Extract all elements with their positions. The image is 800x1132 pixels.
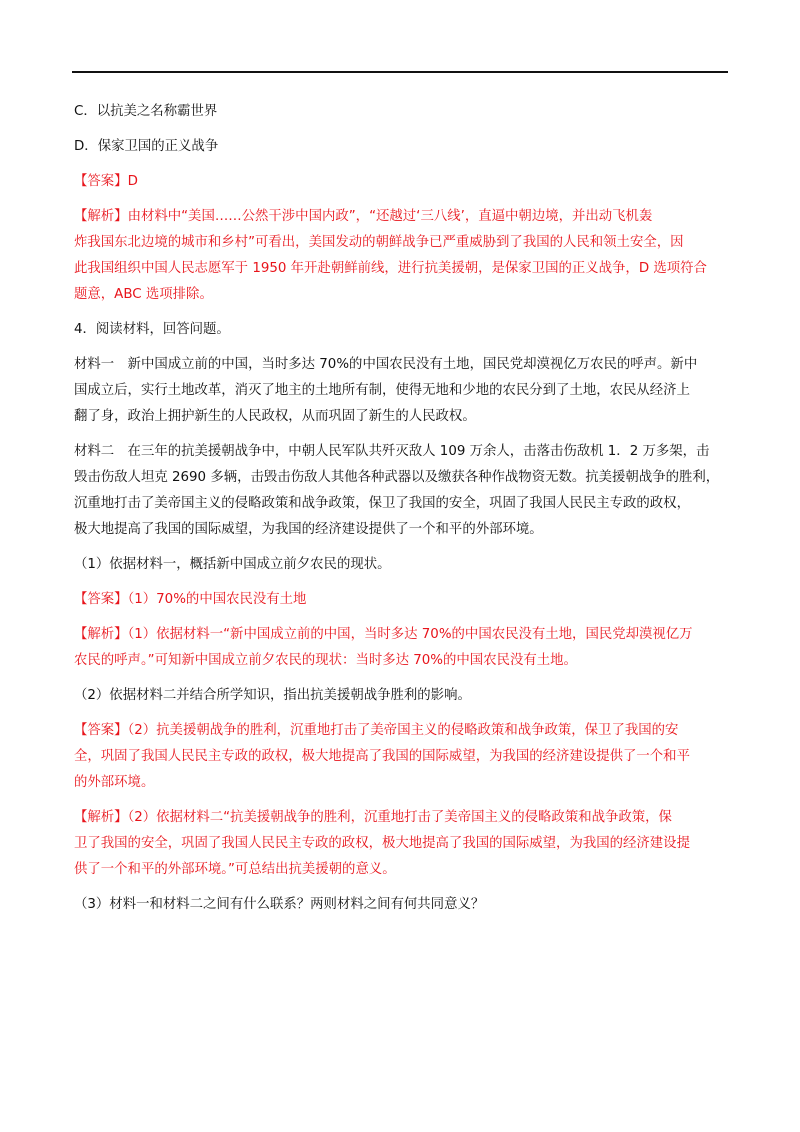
sub2-analysis (74, 805, 728, 883)
analysis-line-2: 农民的呼声。”可知新中国成立前夕农民的现状：当时多达 70%的中国农民没有土地。 (74, 653, 577, 668)
material-2-line: 材料二 在三年的抗美援朝战争中，中朝人民军队共歼灭敌人 109 万余人，击落击伤敌机 1．2 万多架，击 (74, 444, 710, 459)
material-2-line: 极大地提高了我国的国际威望，为我国的经济建设提供了一个和平的外部环境。 (74, 522, 543, 537)
analysis-line-2: 卫了我国的安全，巩固了我国人民民主专政的政权，极大地提高了我国的国际威望，为我国的经济建设提 (74, 836, 690, 851)
analysis-line-1: （2）依据材料二“抗美援朝战争的胜利，沉重地打击了美帝国主义的侵略政策和战争政策，保 (127, 810, 672, 825)
material-1-line: 材料一 新中国成立前的中国，当时多达 70%的中国农民没有土地，国民党却漠视亿万农民的呼声。新中 (74, 357, 698, 372)
material-2 (74, 439, 728, 543)
analysis-tag: 【解析】 (74, 627, 128, 642)
material-2-line: 毁击伤敌人坦克 2690 多辆，击毁击伤敌人其他各种武器以及缴获各种作战物资无数。抗美援朝战争的胜利， (74, 470, 720, 485)
sub-question-3: （3）材料一和材料二之间有什么联系？两则材料之间有何共同意义？ (74, 897, 485, 912)
sub-question-2: （2）依据材料二并结合所学知识，指出抗美援朝战争胜利的影响。 (74, 688, 471, 703)
answer-text: （1）70%的中国农民没有土地 (127, 592, 307, 607)
answer-tag: 【答案】 (74, 174, 128, 189)
header-rule (72, 71, 728, 73)
page-content (74, 99, 728, 918)
sub1-answer (74, 587, 728, 613)
sub1-analysis (74, 622, 728, 674)
analysis-line-4: 题意，ABC 选项排除。 (74, 287, 213, 302)
sub-question-1: （1）依据材料一，概括新中国成立前夕农民的现状。 (74, 557, 391, 572)
option-d: D．保家卫国的正义战争 (74, 139, 219, 154)
answer-line-1: （2）抗美援朝战争的胜利，沉重地打击了美帝国主义的侵略政策和战争政策，保卫了我国的安 (127, 723, 679, 738)
analysis-line-1: 由材料中“美国……公然干涉中国内政”，“还越过‘三八线’，直逼中朝边境，并出动飞机轰 (127, 209, 653, 224)
answer-tag: 【答案】 (74, 723, 128, 738)
material-1 (74, 352, 728, 430)
analysis-line-3: 此我国组织中国人民志愿军于 1950 年开赴朝鲜前线，进行抗美援朝，是保家卫国的正义战争，D 选项符合 (74, 261, 707, 276)
question-4-prompt: 4．阅读材料，回答问题。 (74, 322, 230, 337)
analysis-line-1: （1）依据材料一“新中国成立前的中国，当时多达 70%的中国农民没有土地，国民党却漠视亿万 (127, 627, 693, 642)
sub2-answer (74, 718, 728, 796)
material-1-line: 翻了身，政治上拥护新生的人民政权，从而巩固了新生的人民政权。 (74, 409, 476, 424)
material-2-line: 沉重地打击了美帝国主义的侵略政策和战争政策，保卫了我国的安全，巩固了我国人民民主专政的政权， (74, 496, 690, 511)
answer-text: D (127, 174, 138, 189)
answer-line-3: 的外部环境。 (74, 775, 155, 790)
q3-answer (74, 169, 728, 195)
analysis-line-2: 炸我国东北边境的城市和乡村”可看出，美国发动的朝鲜战争已严重威胁到了我国的人民和领土安全，因 (74, 235, 684, 250)
material-1-line: 国成立后，实行土地改革，消灭了地主的土地所有制，使得无地和少地的农民分到了土地，农民从经济上 (74, 383, 690, 398)
answer-line-2: 全，巩固了我国人民民主专政的政权，极大地提高了我国的国际威望，为我国的经济建设提供了一个和平 (74, 749, 690, 764)
answer-tag: 【答案】 (74, 592, 128, 607)
analysis-tag: 【解析】 (74, 209, 128, 224)
analysis-line-3: 供了一个和平的外部环境。”可总结出抗美援朝的意义。 (74, 862, 396, 877)
q3-analysis (74, 204, 728, 308)
analysis-tag: 【解析】 (74, 810, 128, 825)
option-c: C．以抗美之名称霸世界 (74, 104, 218, 119)
